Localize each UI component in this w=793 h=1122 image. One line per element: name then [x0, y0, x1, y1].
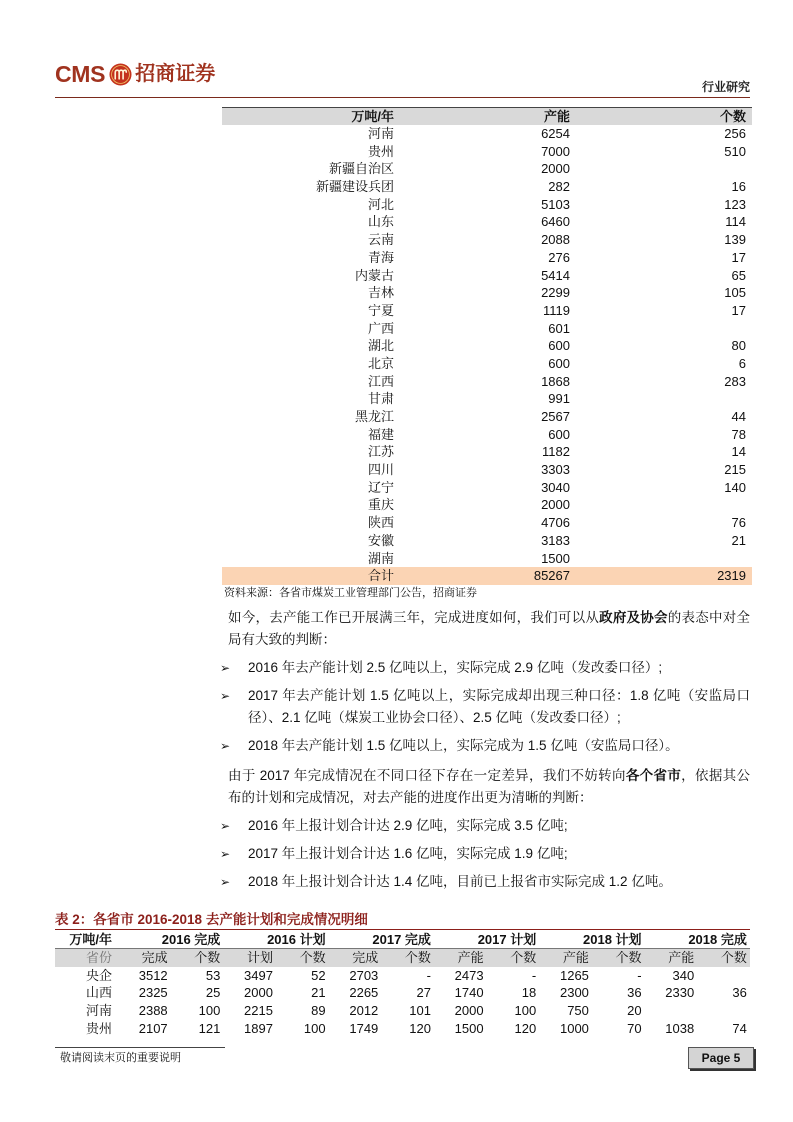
bullet-arrow-icon: ➢: [220, 661, 231, 675]
value-cell: 36: [627, 985, 642, 1001]
table-row: [222, 408, 752, 426]
value-cell: 2703: [349, 967, 379, 983]
count-cell: [573, 320, 752, 338]
count-cell: 283: [724, 373, 746, 389]
table-row: [222, 249, 752, 267]
subcolumn-header: 个数: [510, 950, 537, 965]
table-title-divider: [55, 929, 750, 930]
group-header: 2016 计划: [267, 932, 326, 947]
province-cell: 河南: [85, 1003, 112, 1019]
count-cell: [573, 550, 752, 568]
subcolumn-header: 个数: [720, 950, 747, 965]
value-cell: 20: [627, 1003, 642, 1019]
count-cell: 17: [731, 249, 746, 265]
count-cell: 215: [724, 462, 746, 478]
count-cell: 139: [724, 232, 746, 248]
count-cell: 78: [731, 426, 746, 442]
value-cell: 1500: [454, 1020, 484, 1036]
province-cell: 青海: [367, 249, 394, 265]
value-cell: 100: [514, 1003, 537, 1019]
value-cell: 27: [416, 985, 431, 1001]
value-cell: 340: [672, 967, 695, 983]
value-cell: 120: [514, 1020, 537, 1036]
count-cell: 123: [724, 196, 746, 212]
value-cell: 2388: [138, 1003, 168, 1019]
count-cell: 16: [731, 179, 746, 195]
bullet-arrow-icon: ➢: [220, 847, 231, 861]
value-cell: 36: [732, 985, 747, 1001]
province-cell: 湖北: [367, 338, 394, 354]
count-cell: 80: [731, 338, 746, 354]
text-segment: 的表态中对全: [667, 610, 751, 625]
table-row: [222, 302, 752, 320]
province-cell: 新疆建设兵团: [315, 179, 394, 195]
capacity-cell: 1500: [541, 550, 570, 566]
table-row: [222, 320, 752, 338]
cms-emblem-icon: [109, 63, 132, 86]
province-cell: 广西: [367, 320, 394, 336]
table-body: [222, 125, 752, 585]
count-cell: 510: [724, 143, 746, 159]
province-cell: 江西: [367, 373, 394, 389]
table-row: [55, 984, 750, 1002]
value-cell: 1038: [665, 1020, 695, 1036]
value-cell: 70: [627, 1020, 642, 1036]
list-item: 2018 年上报计划合计达 1.4 亿吨，目前已上报省市实际完成 1.2 亿吨。: [248, 874, 672, 889]
capacity-cell: 991: [548, 391, 570, 407]
capacity-cell: 5103: [541, 196, 570, 212]
count-cell: 65: [731, 267, 746, 283]
subcolumn-header: 计划: [246, 950, 273, 965]
value-cell: 2215: [244, 1003, 273, 1019]
province-cell: 河北: [367, 196, 394, 212]
province-cell: 宁夏: [367, 302, 394, 318]
capacity-cell: 85267: [533, 568, 570, 584]
value-cell: 21: [311, 985, 326, 1001]
paragraph-line: 局有大致的判断：: [228, 632, 336, 647]
table-row: [222, 443, 752, 461]
value-cell: 121: [198, 1020, 221, 1036]
province-cell: 湖南: [367, 550, 394, 566]
capacity-cell: 4706: [541, 515, 570, 531]
province-cell: 央企: [85, 967, 112, 983]
province-cell: 重庆: [367, 497, 394, 513]
value-cell: 750: [567, 1003, 589, 1019]
text-segment: 如今，去产能工作已开展满三年，完成进度如何，我们可以从: [228, 610, 600, 625]
table-row: [222, 231, 752, 249]
table-row: [222, 178, 752, 196]
table-row: [222, 196, 752, 214]
value-cell: 2000: [454, 1003, 484, 1019]
table-title: 表 2：各省市 2016-2018 去产能计划和完成情况明细: [55, 912, 368, 927]
capacity-cell: 2088: [541, 232, 570, 248]
subcolumn-header: 产能: [562, 950, 589, 965]
subcolumn-header: 个数: [299, 950, 326, 965]
capacity-cell: 1868: [541, 373, 570, 389]
cms-logo: [55, 60, 215, 88]
table-row: [222, 373, 752, 391]
subcolumn-header: 个数: [194, 950, 221, 965]
paragraph-line: [228, 608, 750, 628]
value-cell: 3512: [138, 967, 168, 983]
capacity-cell: 2000: [541, 161, 570, 177]
province-header: 省份: [85, 950, 112, 965]
province-cell: 内蒙古: [354, 267, 394, 283]
table-row: [222, 496, 752, 514]
province-cell: 陕西: [367, 515, 394, 531]
count-cell: 14: [731, 444, 746, 460]
footer-divider: [55, 1047, 225, 1048]
capacity-cell: 5414: [541, 267, 570, 283]
province-cell: 山西: [85, 985, 112, 1001]
value-cell: 101: [409, 1003, 431, 1019]
table-row: [222, 160, 752, 178]
capacity-cell: 1182: [542, 444, 570, 460]
value-cell: -: [637, 967, 642, 983]
value-cell: 1000: [559, 1020, 589, 1036]
province-cell: 四川: [367, 462, 394, 478]
value-cell: 74: [732, 1020, 747, 1036]
group-header: 2017 计划: [477, 932, 537, 947]
capacity-cell: 600: [548, 355, 570, 371]
list-item: 2017 年上报计划合计达 1.6 亿吨，实际完成 1.9 亿吨;: [248, 846, 568, 861]
count-cell: 44: [731, 409, 746, 424]
paragraph-line: [228, 766, 750, 786]
bullet-arrow-icon: ➢: [220, 819, 231, 833]
value-cell: [645, 1002, 698, 1020]
value-cell: 25: [205, 985, 221, 1001]
value-cell: 2325: [138, 985, 168, 1001]
capacity-cell: 2567: [541, 409, 570, 424]
paragraph-line: 布的计划和完成情况，对去产能的进度作出更为清晰的判断：: [228, 790, 593, 805]
subcolumn-header: 完成: [352, 950, 379, 965]
corner-header: 万吨/年: [69, 932, 112, 947]
table-row: [222, 514, 752, 532]
value-cell: 1740: [454, 985, 484, 1001]
capacity-cell: 600: [548, 426, 570, 442]
value-cell: 100: [198, 1003, 221, 1019]
province-cell: 河南: [367, 126, 394, 141]
capacity-cell: 3303: [541, 462, 570, 478]
count-cell: 6: [738, 355, 746, 371]
count-cell: 105: [724, 285, 746, 301]
table-row: [222, 143, 752, 161]
subcolumn-header: 完成: [141, 950, 168, 965]
table-row: [222, 125, 752, 143]
province-cell: 甘肃: [367, 391, 394, 407]
count-cell: [573, 496, 752, 514]
list-item: 2017 年去产能计划 1.5 亿吨以上，实际完成却出现三种口径：1.8 亿吨（安监局口: [248, 688, 750, 703]
count-cell: 256: [724, 126, 746, 141]
table-header-row: [55, 931, 750, 949]
table-row: [222, 426, 752, 444]
capacity-cell: 6460: [541, 214, 570, 230]
list-item: 2016 年上报计划合计达 2.9 亿吨，实际完成 3.5 亿吨;: [248, 818, 568, 833]
value-cell: 120: [409, 1020, 431, 1036]
group-header: 2018 完成: [688, 932, 747, 947]
value-cell: -: [426, 967, 431, 983]
table-row: [55, 1002, 750, 1020]
table-row: [222, 337, 752, 355]
count-cell: 140: [724, 479, 746, 495]
count-cell: 114: [725, 214, 746, 230]
province-cell: 新疆自治区: [328, 161, 394, 177]
value-cell: 2000: [244, 985, 273, 1001]
text-segment: 由于 2017 年完成情况在不同口径下存在一定差异，我们不妨转向: [228, 768, 626, 783]
count-cell: 76: [731, 515, 746, 531]
column-header-count: 个数: [719, 109, 746, 124]
value-cell: 2330: [665, 985, 695, 1001]
capacity-cell: 6254: [541, 126, 570, 141]
table-source-note: 资料来源：各省市煤炭工业管理部门公告，招商证券: [224, 587, 477, 599]
header-divider: [55, 97, 750, 98]
count-cell: [573, 390, 752, 408]
subcolumn-header: 个数: [615, 950, 642, 965]
value-cell: [697, 1002, 750, 1020]
group-header: 2016 完成: [161, 932, 221, 947]
province-cell: 黑龙江: [354, 409, 394, 424]
capacity-cell: 3040: [541, 479, 570, 495]
table-row: [222, 355, 752, 373]
capacity-cell: 282: [548, 179, 570, 195]
capacity-cell: 3183: [541, 532, 570, 548]
capacity-cell: 601: [548, 320, 570, 336]
value-cell: 100: [303, 1020, 326, 1036]
table-row: [222, 213, 752, 231]
capacity-cell: 7000: [541, 143, 570, 159]
capacity-table: [222, 107, 752, 585]
value-cell: 89: [311, 1003, 326, 1019]
subcolumn-header: 个数: [404, 950, 431, 965]
capacity-cell: 276: [548, 249, 570, 265]
table-subheader-row: [55, 949, 750, 967]
column-header-unit: 万吨/年: [351, 109, 394, 124]
table-row: [222, 550, 752, 568]
bullet-arrow-icon: ➢: [220, 739, 231, 753]
value-cell: 2473: [454, 967, 484, 983]
value-cell: 53: [205, 967, 221, 983]
province-cell: 贵州: [85, 1020, 112, 1036]
value-cell: 52: [311, 967, 326, 983]
capacity-cell: 1119: [543, 302, 570, 318]
table-row: [55, 1020, 750, 1038]
province-cell: 辽宁: [367, 479, 394, 495]
subcolumn-header: 产能: [457, 950, 484, 965]
count-cell: 21: [731, 532, 746, 548]
value-cell: -: [531, 967, 537, 983]
table-row: [55, 967, 750, 985]
page-number: Page 5: [688, 1047, 754, 1069]
section-tag: 行业研究: [701, 80, 750, 94]
value-cell: 2107: [138, 1020, 168, 1036]
column-header-capacity: 产能: [543, 109, 570, 124]
capacity-cell: 2000: [541, 497, 570, 513]
table-row: [222, 461, 752, 479]
list-item: 2016 年去产能计划 2.5 亿吨以上，实际完成 2.9 亿吨（发改委口径）;: [248, 660, 663, 675]
province-cell: 合计: [367, 568, 394, 584]
province-cell: 吉林: [367, 285, 394, 301]
value-cell: 2012: [349, 1003, 379, 1019]
value-cell: 18: [521, 985, 537, 1001]
value-cell: 1265: [559, 967, 589, 983]
table-row: [222, 267, 752, 285]
capacity-cell: 2299: [541, 285, 570, 301]
capacity-cell: 600: [548, 338, 570, 354]
bold-text-segment: 各个省市: [625, 768, 682, 783]
value-cell: [697, 967, 750, 985]
count-cell: 17: [731, 302, 746, 318]
footer-notice: 敬请阅读末页的重要说明: [60, 1052, 181, 1064]
count-cell: 2319: [717, 568, 746, 584]
bullet-arrow-icon: ➢: [220, 689, 231, 703]
value-cell: 3497: [244, 967, 273, 983]
group-header: 2017 完成: [372, 932, 431, 947]
province-plan-table: [55, 931, 750, 1037]
table-row: [222, 479, 752, 497]
value-cell: 1749: [349, 1020, 379, 1036]
province-cell: 北京: [367, 355, 394, 371]
table-row: [222, 532, 752, 550]
province-cell: 贵州: [367, 143, 394, 159]
count-cell: [573, 160, 752, 178]
province-cell: 安徽: [367, 532, 394, 548]
table-row: [222, 390, 752, 408]
value-cell: 1897: [244, 1020, 273, 1036]
table-header-row: [222, 107, 752, 125]
subcolumn-header: 产能: [668, 950, 695, 965]
table-row: [222, 284, 752, 302]
bullet-arrow-icon: ➢: [220, 875, 231, 889]
province-cell: 山东: [367, 214, 394, 230]
text-segment: ，依据其公: [681, 768, 750, 783]
brand-name: 招商证券: [135, 63, 216, 85]
list-item-continuation: 径）、2.1 亿吨（煤炭工业协会口径）、2.5 亿吨（发改委口径）;: [248, 710, 621, 725]
value-cell: 2265: [349, 985, 379, 1001]
bold-text-segment: 政府及协会: [599, 610, 668, 625]
logo-text: CMS: [55, 61, 106, 87]
province-cell: 云南: [367, 232, 394, 248]
province-cell: 江苏: [367, 444, 394, 460]
list-item: 2018 年去产能计划 1.5 亿吨以上，实际完成为 1.5 亿吨（安监局口径）。: [248, 738, 679, 753]
province-cell: 福建: [367, 426, 394, 442]
total-row: [222, 567, 752, 585]
group-header: 2018 计划: [583, 932, 642, 947]
value-cell: 2300: [559, 985, 589, 1001]
